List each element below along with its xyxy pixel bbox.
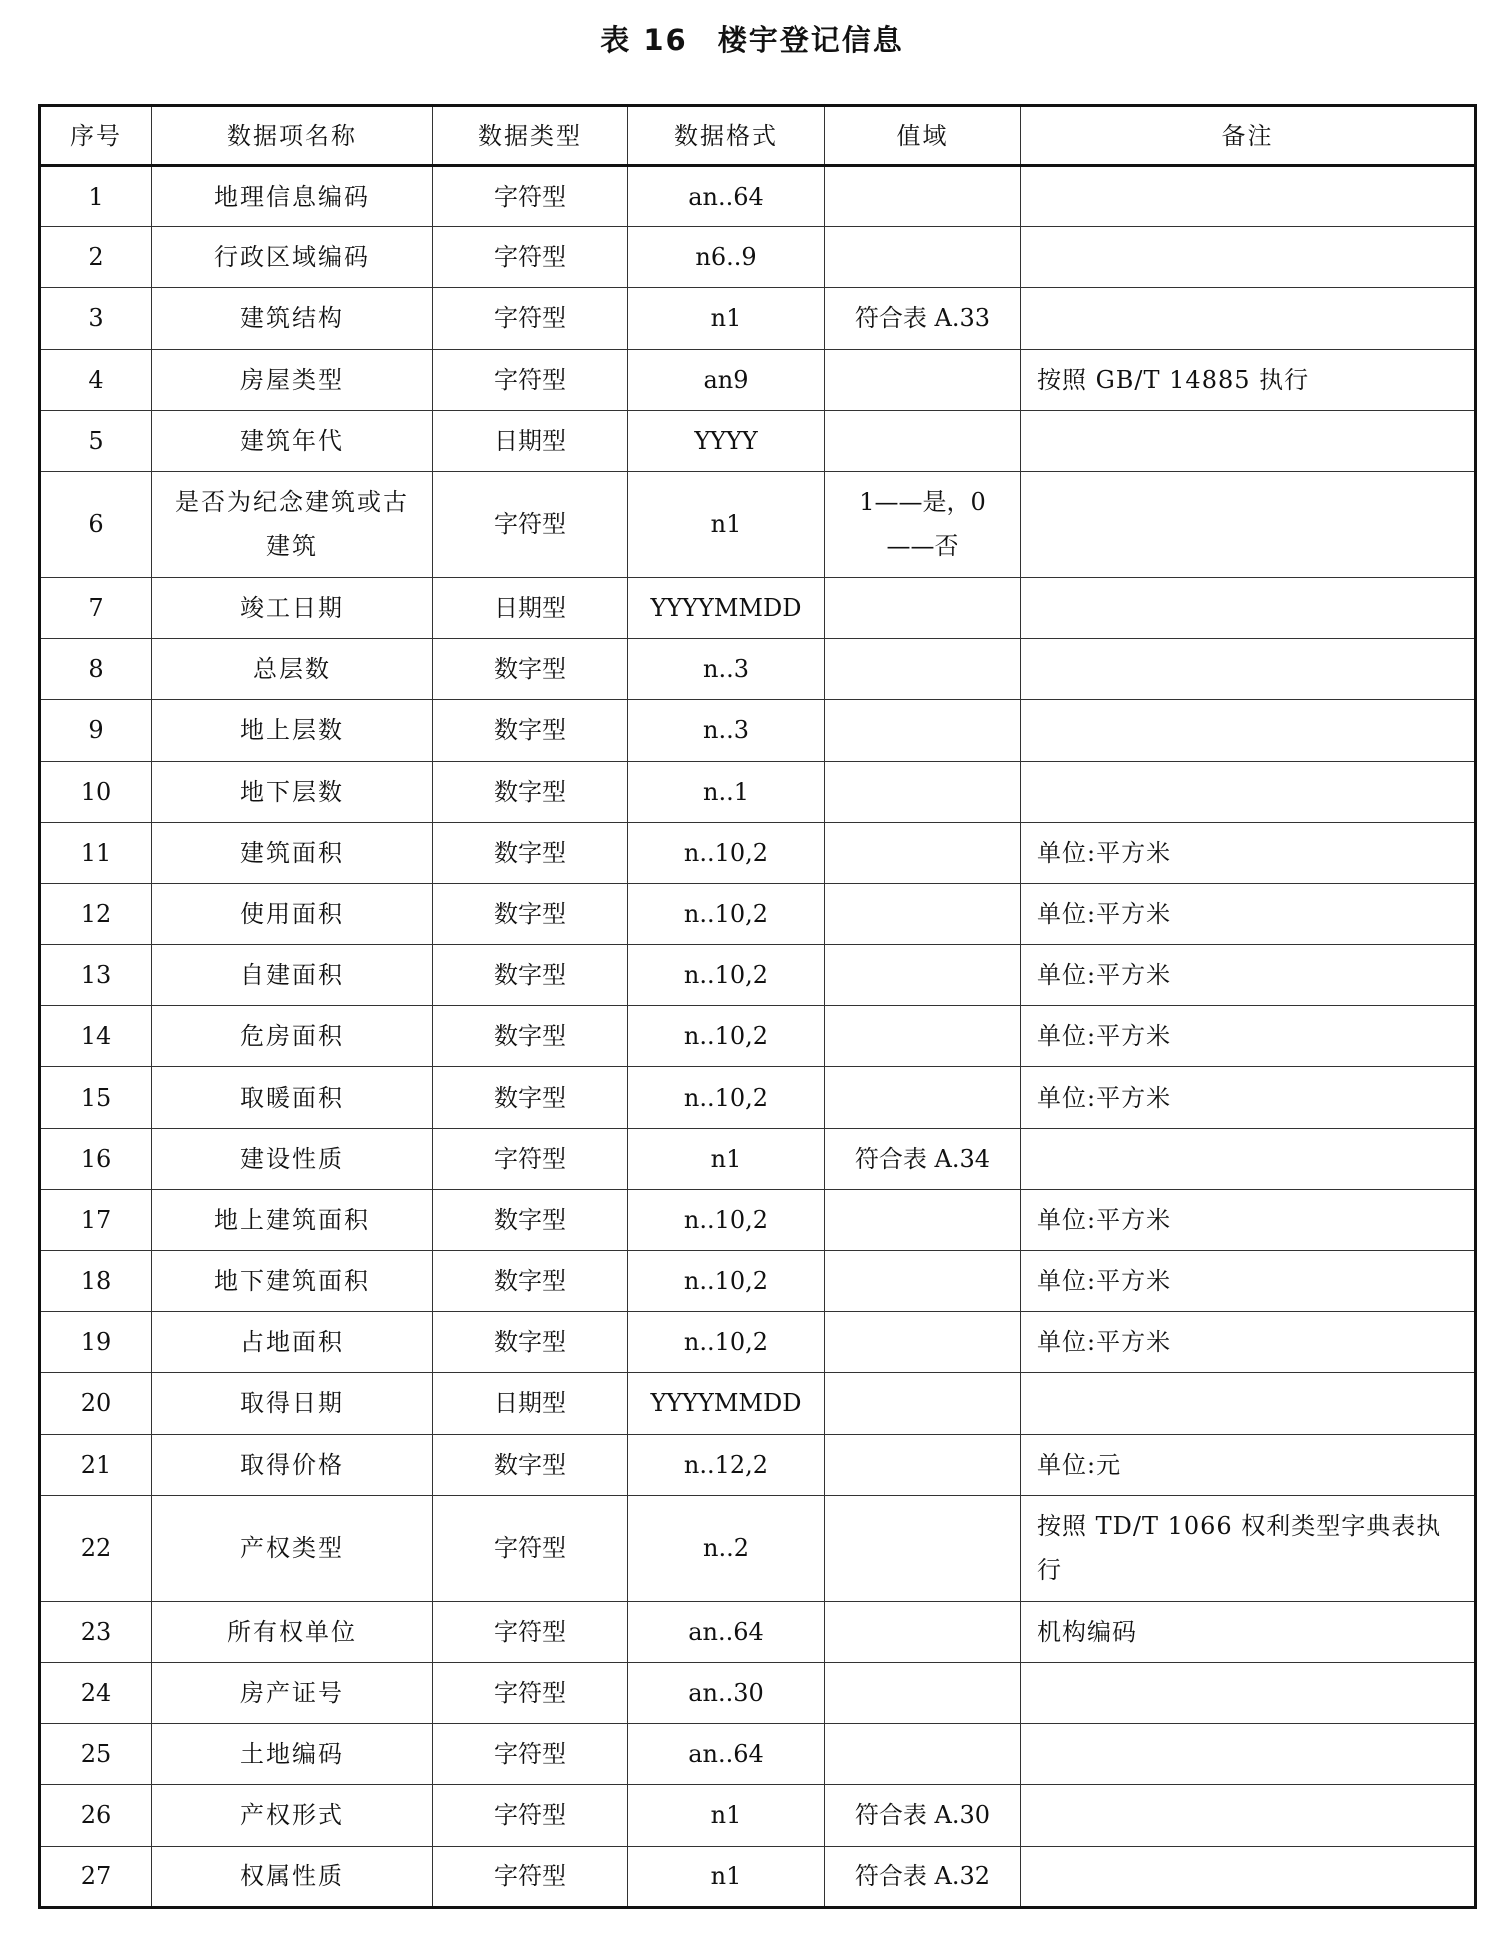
cell-data-type: 数字型	[433, 883, 628, 944]
cell-item-name: 房屋类型	[152, 349, 433, 410]
cell-value-domain	[825, 1006, 1021, 1067]
cell-data-type: 字符型	[433, 1785, 628, 1846]
table-row	[40, 761, 1476, 822]
cell-index: 1	[40, 166, 152, 227]
cell-item-name: 总层数	[152, 639, 433, 700]
cell-data-format: n1	[628, 1846, 825, 1907]
cell-value-domain	[825, 1373, 1021, 1434]
cell-remarks	[1021, 410, 1476, 471]
table-body	[40, 166, 1476, 1908]
cell-remarks	[1021, 1724, 1476, 1785]
cell-index: 24	[40, 1662, 152, 1723]
cell-value-domain	[825, 700, 1021, 761]
cell-value-domain	[825, 883, 1021, 944]
cell-value-domain: 符合表 A.34	[825, 1128, 1021, 1189]
cell-data-type: 日期型	[433, 577, 628, 638]
data-table	[38, 104, 1477, 1909]
header-data-type: 数据类型	[433, 106, 628, 166]
table-row	[40, 822, 1476, 883]
cell-remarks	[1021, 1662, 1476, 1723]
cell-remarks	[1021, 1128, 1476, 1189]
cell-data-type: 数字型	[433, 1189, 628, 1250]
table-row	[40, 1785, 1476, 1846]
cell-data-format: n..10,2	[628, 945, 825, 1006]
cell-item-name: 危房面积	[152, 1006, 433, 1067]
cell-remarks	[1021, 1785, 1476, 1846]
table-row	[40, 1312, 1476, 1373]
table-row	[40, 349, 1476, 410]
cell-item-name: 地上建筑面积	[152, 1189, 433, 1250]
cell-data-format: n1	[628, 471, 825, 577]
cell-data-type: 字符型	[433, 1128, 628, 1189]
cell-value-domain	[825, 1251, 1021, 1312]
cell-data-format: n..10,2	[628, 1067, 825, 1128]
cell-data-format: n1	[628, 288, 825, 349]
cell-item-name: 地下层数	[152, 761, 433, 822]
cell-index: 4	[40, 349, 152, 410]
table-name: 楼宇登记信息	[717, 23, 904, 57]
cell-data-type: 字符型	[433, 227, 628, 288]
cell-remarks	[1021, 1846, 1476, 1907]
cell-remarks: 单位:平方米	[1021, 822, 1476, 883]
cell-index: 5	[40, 410, 152, 471]
cell-index: 12	[40, 883, 152, 944]
table-row	[40, 1128, 1476, 1189]
cell-index: 23	[40, 1601, 152, 1662]
table-row	[40, 639, 1476, 700]
cell-item-name: 产权形式	[152, 1785, 433, 1846]
cell-data-format: n..3	[628, 700, 825, 761]
cell-data-type: 数字型	[433, 639, 628, 700]
cell-remarks: 按照 TD/T 1066 权利类型字典表执行	[1021, 1495, 1476, 1601]
cell-data-format: YYYY	[628, 410, 825, 471]
cell-value-domain: 符合表 A.30	[825, 1785, 1021, 1846]
cell-data-type: 日期型	[433, 410, 628, 471]
cell-data-type: 数字型	[433, 945, 628, 1006]
cell-value-domain: 符合表 A.32	[825, 1846, 1021, 1907]
cell-remarks: 单位:平方米	[1021, 1189, 1476, 1250]
cell-value-domain	[825, 761, 1021, 822]
table-row	[40, 1495, 1476, 1601]
cell-item-name: 所有权单位	[152, 1601, 433, 1662]
cell-remarks: 单位:平方米	[1021, 883, 1476, 944]
cell-index: 19	[40, 1312, 152, 1373]
cell-item-name: 取得日期	[152, 1373, 433, 1434]
table-row	[40, 1251, 1476, 1312]
cell-remarks	[1021, 700, 1476, 761]
cell-index: 13	[40, 945, 152, 1006]
cell-data-type: 数字型	[433, 1434, 628, 1495]
cell-remarks	[1021, 577, 1476, 638]
cell-data-type: 字符型	[433, 1662, 628, 1723]
cell-value-domain	[825, 1189, 1021, 1250]
cell-remarks	[1021, 166, 1476, 227]
cell-remarks	[1021, 1373, 1476, 1434]
cell-data-format: an9	[628, 349, 825, 410]
cell-item-name: 占地面积	[152, 1312, 433, 1373]
cell-value-domain	[825, 410, 1021, 471]
cell-item-name: 建筑结构	[152, 288, 433, 349]
cell-index: 22	[40, 1495, 152, 1601]
cell-data-format: n..10,2	[628, 1251, 825, 1312]
cell-data-type: 数字型	[433, 1251, 628, 1312]
cell-item-name: 取得价格	[152, 1434, 433, 1495]
cell-data-format: n..10,2	[628, 822, 825, 883]
cell-item-name: 取暖面积	[152, 1067, 433, 1128]
cell-item-name: 权属性质	[152, 1846, 433, 1907]
cell-value-domain	[825, 639, 1021, 700]
cell-data-type: 字符型	[433, 166, 628, 227]
cell-data-format: n..1	[628, 761, 825, 822]
cell-value-domain	[825, 1312, 1021, 1373]
cell-value-domain	[825, 577, 1021, 638]
table-row	[40, 166, 1476, 227]
table-row	[40, 1846, 1476, 1907]
cell-data-type: 字符型	[433, 1724, 628, 1785]
cell-item-name: 行政区域编码	[152, 227, 433, 288]
table-row	[40, 1189, 1476, 1250]
header-item-name: 数据项名称	[152, 106, 433, 166]
table-row	[40, 1067, 1476, 1128]
cell-value-domain	[825, 1067, 1021, 1128]
cell-remarks: 单位:平方米	[1021, 945, 1476, 1006]
cell-item-name: 房产证号	[152, 1662, 433, 1723]
cell-index: 6	[40, 471, 152, 577]
cell-remarks: 单位:元	[1021, 1434, 1476, 1495]
cell-data-format: an..64	[628, 1601, 825, 1662]
cell-item-name: 自建面积	[152, 945, 433, 1006]
cell-data-type: 字符型	[433, 471, 628, 577]
cell-index: 27	[40, 1846, 152, 1907]
cell-remarks: 单位:平方米	[1021, 1067, 1476, 1128]
table-header-row	[40, 106, 1476, 166]
cell-item-name: 建筑面积	[152, 822, 433, 883]
cell-item-name: 建设性质	[152, 1128, 433, 1189]
table-row	[40, 700, 1476, 761]
cell-value-domain	[825, 1662, 1021, 1723]
header-remarks: 备注	[1021, 106, 1476, 166]
cell-item-name: 是否为纪念建筑或古建筑	[152, 471, 433, 577]
cell-data-format: an..64	[628, 166, 825, 227]
cell-index: 11	[40, 822, 152, 883]
header-index: 序号	[40, 106, 152, 166]
cell-remarks: 单位:平方米	[1021, 1251, 1476, 1312]
table-row	[40, 577, 1476, 638]
cell-value-domain: 1——是，0——否	[825, 471, 1021, 577]
table-row	[40, 1006, 1476, 1067]
cell-index: 14	[40, 1006, 152, 1067]
cell-data-type: 字符型	[433, 349, 628, 410]
cell-index: 26	[40, 1785, 152, 1846]
cell-data-type: 字符型	[433, 1601, 628, 1662]
table-row	[40, 1601, 1476, 1662]
cell-index: 18	[40, 1251, 152, 1312]
cell-data-format: an..64	[628, 1724, 825, 1785]
cell-value-domain	[825, 349, 1021, 410]
cell-data-type: 字符型	[433, 288, 628, 349]
cell-index: 9	[40, 700, 152, 761]
cell-value-domain	[825, 166, 1021, 227]
table-row	[40, 1724, 1476, 1785]
cell-index: 3	[40, 288, 152, 349]
cell-data-type: 数字型	[433, 1067, 628, 1128]
cell-data-format: n..3	[628, 639, 825, 700]
cell-index: 2	[40, 227, 152, 288]
cell-index: 16	[40, 1128, 152, 1189]
cell-data-format: n..10,2	[628, 883, 825, 944]
table-row	[40, 410, 1476, 471]
cell-index: 21	[40, 1434, 152, 1495]
cell-remarks	[1021, 288, 1476, 349]
cell-remarks: 按照 GB/T 14885 执行	[1021, 349, 1476, 410]
table-row	[40, 471, 1476, 577]
table-row	[40, 1373, 1476, 1434]
cell-data-type: 日期型	[433, 1373, 628, 1434]
cell-remarks: 单位:平方米	[1021, 1006, 1476, 1067]
cell-data-format: YYYYMMDD	[628, 577, 825, 638]
cell-item-name: 地下建筑面积	[152, 1251, 433, 1312]
cell-item-name: 土地编码	[152, 1724, 433, 1785]
cell-value-domain: 符合表 A.33	[825, 288, 1021, 349]
cell-data-format: n..2	[628, 1495, 825, 1601]
cell-data-format: n..12,2	[628, 1434, 825, 1495]
cell-remarks: 单位:平方米	[1021, 1312, 1476, 1373]
cell-data-type: 数字型	[433, 761, 628, 822]
cell-value-domain	[825, 1434, 1021, 1495]
cell-data-format: n1	[628, 1785, 825, 1846]
cell-remarks	[1021, 471, 1476, 577]
cell-data-format: n..10,2	[628, 1189, 825, 1250]
cell-data-type: 数字型	[433, 700, 628, 761]
cell-item-name: 竣工日期	[152, 577, 433, 638]
table-row	[40, 227, 1476, 288]
table-row	[40, 883, 1476, 944]
cell-data-type: 数字型	[433, 1312, 628, 1373]
cell-item-name: 建筑年代	[152, 410, 433, 471]
table-row	[40, 1662, 1476, 1723]
header-value-domain: 值域	[825, 106, 1021, 166]
cell-item-name: 使用面积	[152, 883, 433, 944]
cell-item-name: 地上层数	[152, 700, 433, 761]
table-row	[40, 1434, 1476, 1495]
cell-remarks	[1021, 761, 1476, 822]
cell-data-format: YYYYMMDD	[628, 1373, 825, 1434]
cell-remarks	[1021, 639, 1476, 700]
cell-data-format: an..30	[628, 1662, 825, 1723]
table-row	[40, 288, 1476, 349]
cell-data-format: n..10,2	[628, 1312, 825, 1373]
cell-index: 17	[40, 1189, 152, 1250]
cell-data-type: 字符型	[433, 1846, 628, 1907]
cell-data-format: n6..9	[628, 227, 825, 288]
cell-index: 15	[40, 1067, 152, 1128]
cell-value-domain	[825, 227, 1021, 288]
cell-index: 8	[40, 639, 152, 700]
cell-data-type: 数字型	[433, 1006, 628, 1067]
cell-index: 7	[40, 577, 152, 638]
cell-item-name: 地理信息编码	[152, 166, 433, 227]
cell-item-name: 产权类型	[152, 1495, 433, 1601]
cell-data-format: n1	[628, 1128, 825, 1189]
cell-value-domain	[825, 822, 1021, 883]
cell-data-type: 数字型	[433, 822, 628, 883]
cell-index: 10	[40, 761, 152, 822]
table-row	[40, 945, 1476, 1006]
cell-value-domain	[825, 1724, 1021, 1785]
cell-value-domain	[825, 945, 1021, 1006]
cell-index: 25	[40, 1724, 152, 1785]
cell-value-domain	[825, 1601, 1021, 1662]
cell-value-domain	[825, 1495, 1021, 1601]
cell-remarks	[1021, 227, 1476, 288]
header-data-format: 数据格式	[628, 106, 825, 166]
cell-data-type: 字符型	[433, 1495, 628, 1601]
cell-index: 20	[40, 1373, 152, 1434]
table-number: 表 16	[600, 23, 688, 57]
table-title	[0, 18, 1504, 59]
cell-remarks: 机构编码	[1021, 1601, 1476, 1662]
cell-data-format: n..10,2	[628, 1006, 825, 1067]
